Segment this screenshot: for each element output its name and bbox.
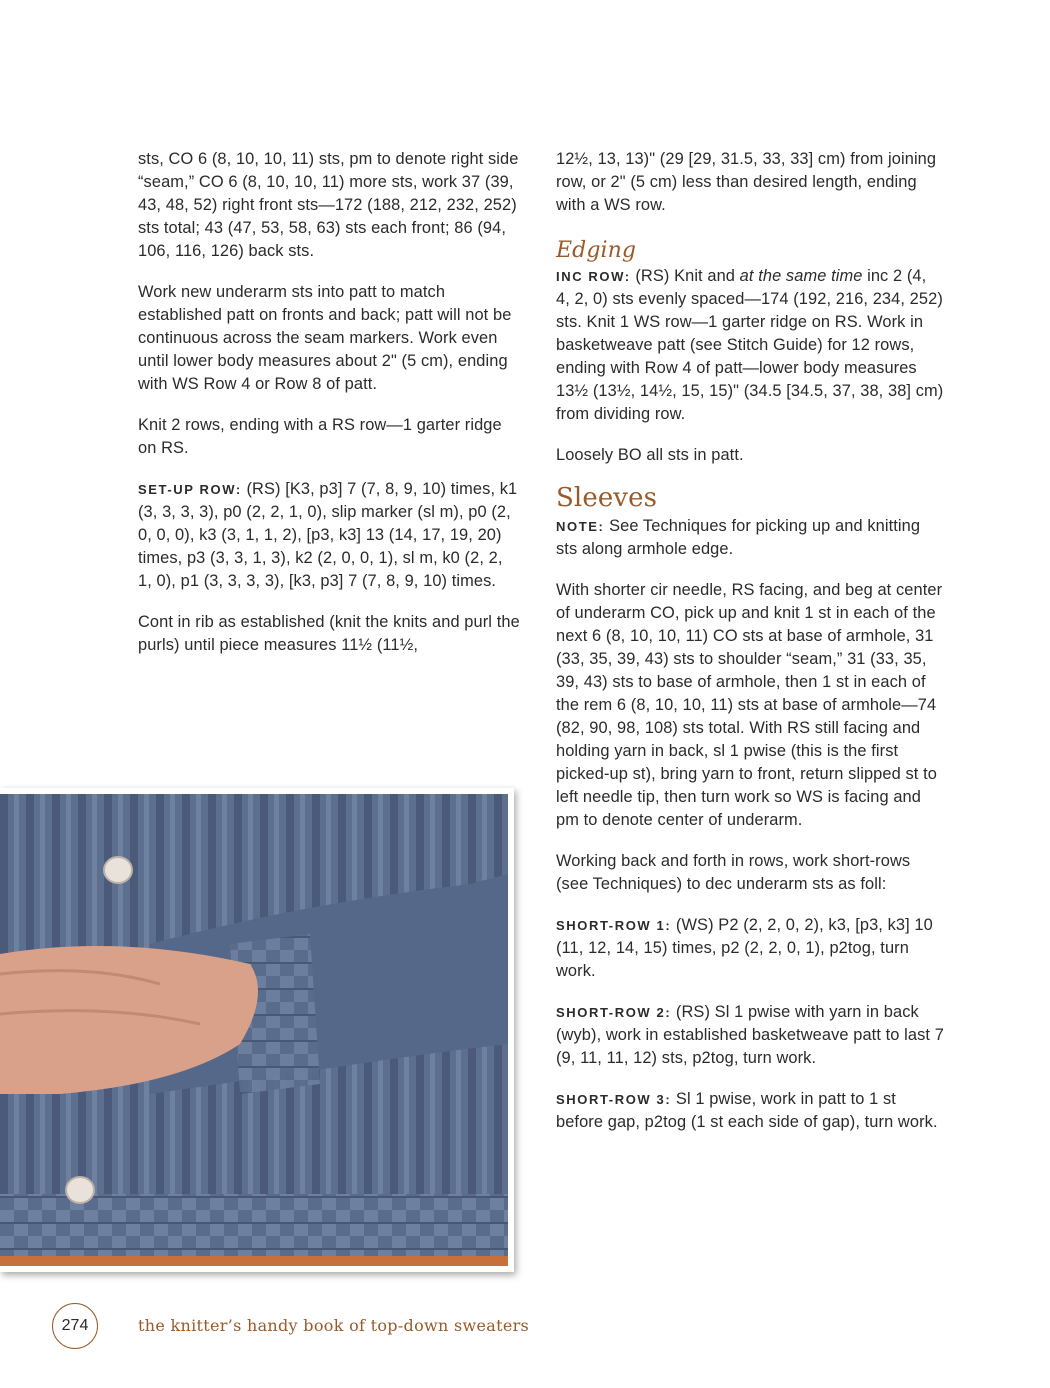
- setup-row-label: SET-UP ROW:: [138, 482, 242, 497]
- short-row-1-label: SHORT-ROW 1:: [556, 918, 672, 933]
- inc-row-label: INC ROW:: [556, 269, 631, 284]
- paragraph-rib: Cont in rib as established (knit the knits and purl the purls) until piece measures 11½ (11½,: [138, 613, 520, 654]
- paragraph-short-rows: Working back and forth in rows, work short-rows (see Techniques) to dec underarm sts as foll:: [556, 852, 911, 893]
- book-title: the knitter’s handy book of top-down sweaters: [138, 1316, 530, 1335]
- paragraph-bind-off: Loosely BO all sts in patt.: [556, 446, 744, 464]
- page-number: 274: [52, 1303, 98, 1349]
- paragraph-short-row-2: [556, 1001, 944, 1070]
- inc-row-text-b: inc 2 (4, 4, 2, 0) sts evenly spaced—174 (192, 216, 234, 252) sts. Knit 1 WS row—1 garter ridge on RS. Work in basketweave patt (see Stitch Guide) for 12 rows, ending with Row 4 of patt—lower body measures 13½ (13½, 14½, 15, 15)" (34.5 [34.5, 37, 38, 38] cm) from dividing row.: [556, 267, 944, 423]
- paragraph-note: [556, 515, 944, 561]
- paragraph-short-row-1: [556, 914, 944, 983]
- paragraph-pick-up: With shorter cir needle, RS facing, and beg at center of underarm CO, pick up and knit 1 st in each of the next 6 (8, 10, 10, 11) CO sts at base of armhole, 31 (33, 35, 39, 43) sts to shoulder “seam,” 31 (33, 35, 39, 43) sts to base of armhole, then 1 st in each of the rem 6 (8, 10, 10, 11) sts at base of armhole—74 (82, 90, 98, 108) sts total. With RS still facing and holding yarn in back, sl 1 pwise (this is the first picked-up st), bring yarn to front, return slipped st to left needle tip, then turn work so WS is facing and pm to denote center of underarm.: [556, 581, 943, 829]
- short-row-1-text: (WS) P2 (2, 2, 0, 2), k3, [p3, k3] 10 (11, 12, 14, 15) times, p2 (2, 2, 0, 1), p2tog, turn work.: [556, 916, 933, 980]
- orange-skirt: [0, 1256, 508, 1266]
- right-column: [556, 148, 944, 1152]
- note-text: See Techniques for picking up and knitting sts along armhole edge.: [556, 517, 921, 558]
- inc-row-text-a: (RS) Knit and: [630, 267, 740, 285]
- short-row-2-text: (RS) Sl 1 pwise with yarn in back (wyb), work in established basketweave patt to last 7 (9, 11, 11, 12) sts, p2tog, turn work.: [556, 1003, 944, 1067]
- paragraph-inc-row: [556, 265, 944, 426]
- sweater-photo-image: [0, 794, 508, 1266]
- paragraph-garter-ridge: Knit 2 rows, ending with a RS row—1 garter ridge on RS.: [138, 416, 502, 457]
- paragraph-setup-row: [138, 478, 520, 593]
- short-row-3-label: SHORT-ROW 3:: [556, 1092, 672, 1107]
- paragraph-cast-on: sts, CO 6 (8, 10, 10, 11) sts, pm to denote right side “seam,” CO 6 (8, 10, 10, 11) more sts, work 37 (39, 43, 48, 52) right front sts—172 (188, 212, 232, 252) sts total; 43 (47, 53, 58, 63) sts each front; 86 (94, 106, 116, 126) back sts.: [138, 150, 519, 260]
- paragraph-underarm: Work new underarm sts into patt to match established patt on fronts and back; patt will not be continuous across the seam markers. Work even until lower body measures about 2" (5 cm), ending with WS Row 4 or Row 8 of patt.: [138, 283, 512, 393]
- sweater-photo: [0, 788, 514, 1272]
- button: [66, 1177, 94, 1203]
- sleeves-heading: Sleeves: [556, 483, 658, 513]
- note-label: NOTE:: [556, 519, 605, 534]
- sweater-illustration: [0, 794, 508, 1266]
- paragraph-short-row-3: [556, 1088, 944, 1134]
- short-row-3-text: Sl 1 pwise, work in patt to 1 st before gap, p2tog (1 st each side of gap), turn work.: [556, 1090, 938, 1131]
- button: [104, 857, 132, 883]
- paragraph-joining-row: 12½, 13, 13)" (29 [29, 31.5, 33, 33] cm) from joining row, or 2" (5 cm) less than desired length, ending with a WS row.: [556, 150, 937, 214]
- inc-row-text-italic: at the same time: [739, 267, 863, 285]
- basketweave-hem: [0, 1194, 508, 1266]
- short-row-2-label: SHORT-ROW 2:: [556, 1005, 672, 1020]
- edging-heading: Edging: [556, 238, 637, 263]
- left-column: [138, 148, 520, 675]
- setup-row-text: (RS) [K3, p3] 7 (7, 8, 9, 10) times, k1 (3, 3, 3, 3), p0 (2, 2, 1, 0), slip marker (sl m), p0 (2, 0, 0, 0), k3 (3, 1, 1, 2), [p3, k3] 13 (14, 17, 19, 20) times, p3 (3, 3, 1, 3), k2 (2, 0, 0, 1), sl m, k0 (2, 2, 1, 0), p1 (3, 3, 3, 3), [k3, p3] 7 (7, 8, 9, 10) times.: [138, 480, 518, 590]
